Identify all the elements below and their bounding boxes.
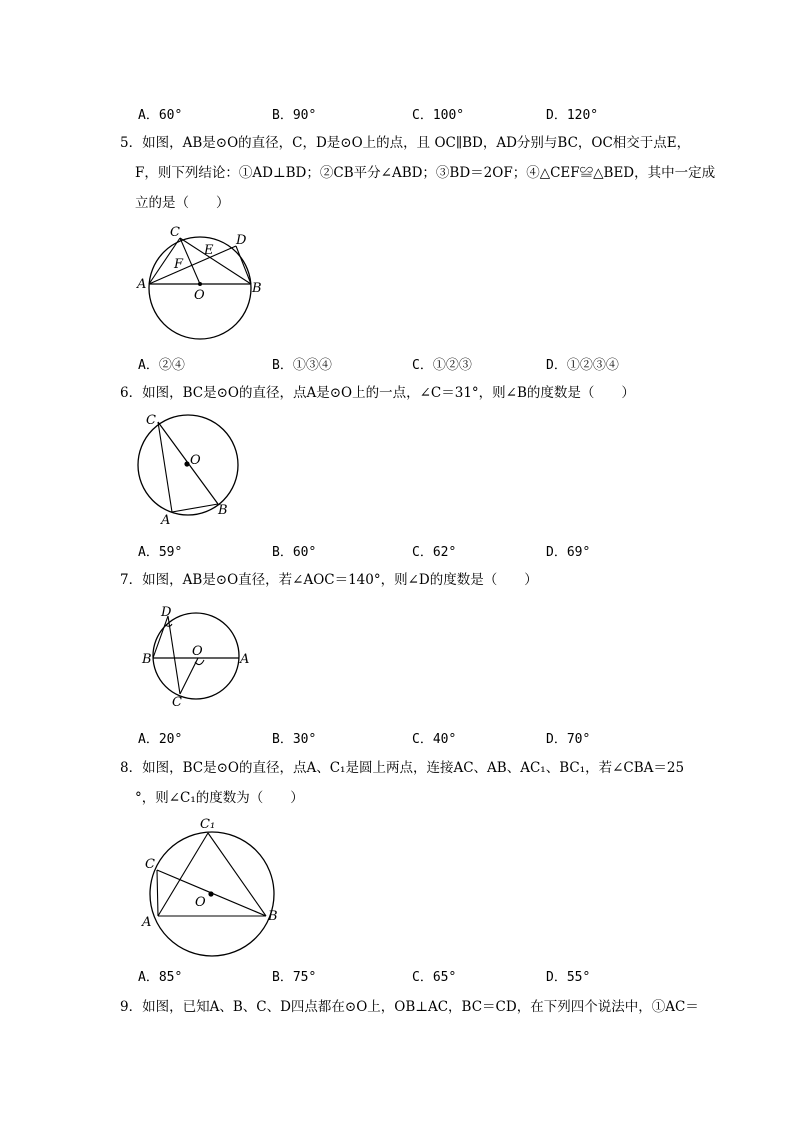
q5-label-f: F [174, 257, 184, 272]
q5-figure [130, 222, 270, 342]
q7-option-d[interactable]: D．70° [546, 732, 591, 747]
q4-option-d[interactable]: D．120° [546, 108, 599, 123]
q5-label-b: B [252, 281, 262, 296]
q8-stem [120, 753, 685, 813]
q9-line-1: 9．如图，已知A、B、C、D四点都在⊙O上，OB⊥AC，BC＝CD，在下列四个说法中，①AC＝ [120, 999, 699, 1015]
q8-label-b: B [268, 909, 278, 924]
q7-segment-co [180, 658, 198, 694]
q8-label-c: C [145, 857, 155, 872]
q5-option-c[interactable]: C．①②③ [412, 358, 472, 373]
q5-label-c: C [170, 225, 180, 240]
q6-line-1: 6．如图，BC是⊙O的直径，点A是⊙O上的一点，∠C＝31°，则∠B的度数是（ ） [120, 385, 635, 401]
q7-label-c: C [172, 695, 182, 710]
q5-line-2: F，则下列结论：①AD⊥BD；②CB平分∠ABD；③BD＝2OF；④△CEF≌△BED，其中一定成 [135, 165, 716, 181]
q4-option-a[interactable]: A．60° [138, 108, 183, 123]
q8-figure [138, 812, 288, 958]
q7-option-c[interactable]: C．40° [412, 732, 457, 747]
q6-segment-ca [158, 422, 172, 512]
q7-label-d: D [161, 605, 172, 620]
q7-line-1: 7．如图，AB是⊙O直径，若∠AOC＝140°，则∠D的度数是（ ） [120, 572, 538, 588]
q6-label-b: B [218, 503, 228, 518]
q6-center-dot [184, 461, 189, 466]
q5-option-b[interactable]: B．①③④ [272, 358, 332, 373]
q5-line-3: 立的是（ ） [135, 195, 230, 211]
q5-options [138, 354, 698, 374]
q8-line-2: °，则∠C₁的度数为（ ） [135, 790, 304, 806]
q9-stem [120, 992, 699, 1022]
q5-stem [120, 128, 716, 218]
q6-figure [134, 408, 250, 528]
q7-label-b: B [142, 652, 152, 667]
q6-options [138, 541, 698, 561]
q7-stem [120, 565, 676, 595]
q5-center-dot [198, 282, 202, 286]
q8-label-c1: C₁ [200, 817, 216, 832]
q4-option-c[interactable]: C．100° [412, 108, 465, 123]
q5-option-d[interactable]: D．①②③④ [546, 358, 619, 373]
q5-label-e: E [204, 243, 214, 258]
q7-option-a[interactable]: A．20° [138, 732, 183, 747]
q7-option-b[interactable]: B．30° [272, 732, 317, 747]
q4-options [138, 104, 698, 124]
q6-label-c: C [146, 413, 156, 428]
q8-options [138, 966, 698, 986]
q6-option-d[interactable]: D．69° [546, 545, 591, 560]
q8-center-dot [208, 891, 213, 896]
q8-line-1: 8．如图，BC是⊙O的直径，点A、C₁是圆上两点，连接AC、AB、AC₁、BC₁，若∠CBA＝25 [120, 760, 685, 776]
q8-label-a: A [142, 915, 152, 930]
q8-label-o: O [195, 895, 206, 910]
q4-option-b[interactable]: B．90° [272, 108, 317, 123]
q6-option-b[interactable]: B．60° [272, 545, 317, 560]
q7-label-o: O [192, 644, 203, 659]
q8-segment-ac [157, 870, 158, 916]
q6-label-a: A [161, 513, 171, 528]
q5-label-a: A [137, 277, 147, 292]
q7-figure [138, 602, 256, 710]
q6-label-o: O [190, 453, 201, 468]
q6-option-a[interactable]: A．59° [138, 545, 183, 560]
q5-segment-bd [236, 246, 251, 284]
q8-option-b[interactable]: B．75° [272, 970, 317, 985]
q5-line-1: 5．如图，AB是⊙O的直径，C，D是⊙O上的点，且 OC∥BD，AD分别与BC，OC相交于点E， [120, 135, 691, 151]
q6-stem [120, 378, 676, 408]
q6-option-c[interactable]: C．62° [412, 545, 457, 560]
q7-label-a: A [240, 652, 250, 667]
q5-label-o: O [194, 288, 205, 303]
q7-segment-dc [168, 616, 180, 694]
q8-option-a[interactable]: A．85° [138, 970, 183, 985]
q5-label-d: D [236, 233, 247, 248]
q8-option-d[interactable]: D．55° [546, 970, 591, 985]
q8-option-c[interactable]: C．65° [412, 970, 457, 985]
q5-option-a[interactable]: A．②④ [138, 358, 185, 373]
q7-options [138, 728, 698, 748]
q6-segment-ab [172, 504, 218, 512]
q7-segment-bd [153, 616, 168, 658]
